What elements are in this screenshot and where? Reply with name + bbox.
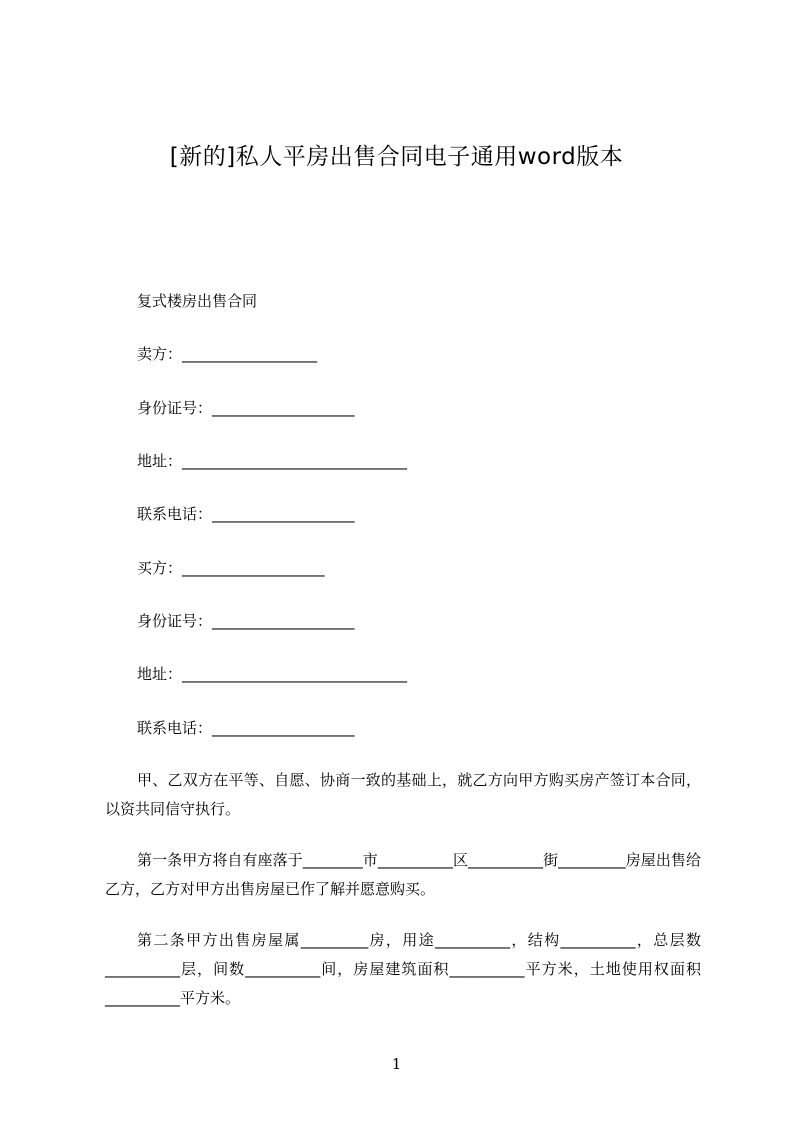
buyer-phone-field: 联系电话：___________________	[137, 719, 355, 737]
seller-phone-field: 联系电话：___________________	[137, 505, 355, 523]
seller-name-field: 卖方：__________________	[137, 345, 318, 363]
seller-address-field: 地址：______________________________	[137, 452, 408, 470]
page-number: 1	[391, 1055, 402, 1073]
article-one-paragraph: 第一条甲方将自有座落于________市__________区__________街_________房屋出售给乙方，乙方对甲方出售房屋已作了解并愿意购买。	[105, 851, 701, 898]
contract-heading: 复式楼房出售合同	[137, 292, 258, 310]
buyer-name-field: 买方：___________________	[137, 559, 325, 577]
article-two-paragraph: 第二条甲方出售房屋属_________房，用途__________，结构__________，总层数__________层，间数__________间，房屋建筑面积__________平方米，土地使用权面积__________平方米。	[105, 931, 701, 1007]
buyer-address-field: 地址：______________________________	[137, 665, 408, 683]
intro-paragraph: 甲、乙双方在平等、自愿、协商一致的基础上，就乙方向甲方购买房产签订本合同，以资共同信守执行。	[105, 771, 701, 818]
buyer-id-field: 身份证号：___________________	[137, 612, 355, 630]
document-title: [新的]私人平房出售合同电子通用word版本	[169, 144, 624, 170]
seller-id-field: 身份证号：___________________	[137, 399, 355, 417]
